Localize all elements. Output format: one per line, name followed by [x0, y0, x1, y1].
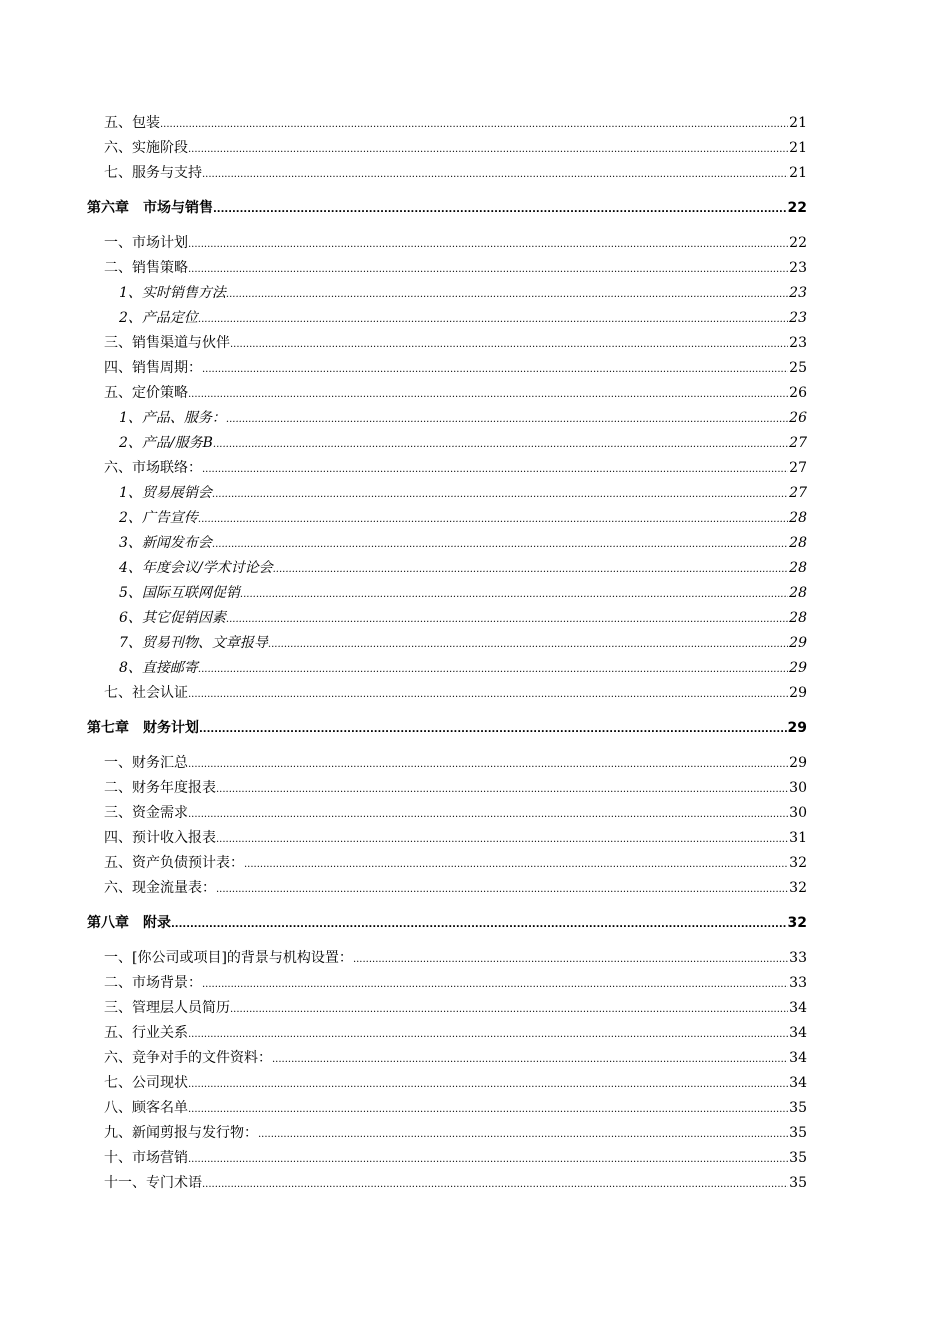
- toc-entry[interactable]: [87, 777, 807, 802]
- toc-entry-page-number: 28: [789, 610, 807, 626]
- dot-leader: [230, 339, 788, 350]
- toc-entry[interactable]: [87, 802, 807, 827]
- toc-entry-title: 七、社会认证: [104, 685, 188, 701]
- toc-entry-title: 三、资金需求: [104, 805, 188, 821]
- dot-leader: [216, 834, 788, 845]
- dot-leader: [273, 564, 789, 575]
- toc-entry[interactable]: [87, 752, 807, 777]
- toc-entry-title: 十、市场营销: [104, 1150, 188, 1166]
- toc-entry-title: 八、顾客名单: [104, 1100, 188, 1116]
- toc-entry-page-number: 33: [789, 975, 807, 991]
- toc-entry-title: 五、行业关系: [104, 1025, 188, 1041]
- dot-leader: [188, 1154, 788, 1165]
- toc-entry[interactable]: [87, 457, 807, 482]
- toc-entry[interactable]: [87, 137, 807, 162]
- toc-entry-title: 九、新闻剪报与发行物：: [104, 1125, 258, 1141]
- dot-leader: [268, 639, 788, 650]
- toc-entry-page-number: 29: [787, 720, 807, 736]
- toc-entry-page-number: 27: [789, 435, 807, 451]
- toc-entry[interactable]: [87, 432, 807, 457]
- toc-entry-page-number: 23: [789, 285, 807, 301]
- toc-entry-title: 7、贸易刊物、文章报导: [119, 635, 268, 651]
- dot-leader: [188, 144, 788, 155]
- toc-entry-title: 1、贸易展销会: [119, 485, 212, 501]
- toc-entry[interactable]: [87, 507, 807, 532]
- toc-entry-title: 七、公司现状: [104, 1075, 188, 1091]
- toc-entry-title: 十一、专门术语: [104, 1175, 202, 1191]
- dot-leader: [160, 119, 788, 130]
- toc-entry-title: 5、国际互联网促销: [119, 585, 240, 601]
- dot-leader: [171, 919, 787, 930]
- toc-entry[interactable]: [87, 972, 807, 997]
- toc-entry-title: 二、市场背景：: [104, 975, 202, 991]
- toc-entry-page-number: 30: [789, 780, 807, 796]
- toc-entry-page-number: 35: [789, 1125, 807, 1141]
- toc-entry[interactable]: [87, 1097, 807, 1122]
- toc-chapter-entry[interactable]: [87, 717, 807, 742]
- toc-entry-page-number: 26: [789, 385, 807, 401]
- toc-entry[interactable]: [87, 482, 807, 507]
- dot-leader: [244, 859, 788, 870]
- toc-entry-title: 二、销售策略: [104, 260, 188, 276]
- toc-entry-title: 一、[你公司或项目]的背景与机构设置：: [104, 950, 353, 966]
- toc-entry-page-number: 27: [789, 460, 807, 476]
- dot-leader: [212, 489, 788, 500]
- toc-entry[interactable]: [87, 257, 807, 282]
- toc-entry-page-number: 33: [789, 950, 807, 966]
- dot-leader: [226, 414, 788, 425]
- dot-leader: [202, 979, 788, 990]
- dot-leader: [188, 1029, 788, 1040]
- toc-entry-page-number: 29: [789, 635, 807, 651]
- toc-entry-page-number: 21: [789, 115, 807, 131]
- toc-entry[interactable]: [87, 407, 807, 432]
- toc-entry-page-number: 21: [789, 165, 807, 181]
- toc-entry-page-number: 32: [789, 880, 807, 896]
- dot-leader: [216, 784, 788, 795]
- toc-entry-page-number: 30: [789, 805, 807, 821]
- dot-leader: [202, 364, 788, 375]
- dot-leader: [212, 539, 788, 550]
- toc-entry-page-number: 34: [789, 1075, 807, 1091]
- dot-leader: [226, 289, 788, 300]
- toc-entry[interactable]: [87, 877, 807, 902]
- dot-leader: [188, 1079, 788, 1090]
- toc-entry-title: 六、竞争对手的文件资料：: [104, 1050, 272, 1066]
- toc-entry[interactable]: [87, 852, 807, 877]
- dot-leader: [202, 169, 788, 180]
- toc-entry-page-number: 22: [789, 235, 807, 251]
- toc-entry-page-number: 26: [789, 410, 807, 426]
- toc-chapter-entry[interactable]: [87, 197, 807, 222]
- toc-entry[interactable]: [87, 282, 807, 307]
- toc-entry-title: 1、实时销售方法: [119, 285, 226, 301]
- dot-leader: [188, 759, 788, 770]
- toc-entry[interactable]: [87, 307, 807, 332]
- toc-entry-page-number: 32: [789, 855, 807, 871]
- toc-entry[interactable]: [87, 332, 807, 357]
- toc-entry[interactable]: [87, 382, 807, 407]
- toc-entry[interactable]: [87, 532, 807, 557]
- toc-entry-page-number: 23: [789, 260, 807, 276]
- dot-leader: [240, 589, 788, 600]
- toc-entry-title: 四、预计收入报表: [104, 830, 216, 846]
- toc-entry[interactable]: [87, 357, 807, 382]
- toc-entry-title: 四、销售周期：: [104, 360, 202, 376]
- toc-entry[interactable]: [87, 162, 807, 187]
- toc-entry-page-number: 29: [789, 660, 807, 676]
- toc-entry-page-number: 21: [789, 140, 807, 156]
- toc-entry-page-number: 35: [789, 1100, 807, 1116]
- dot-leader: [198, 514, 788, 525]
- toc-entry[interactable]: [87, 997, 807, 1022]
- toc-entry-title: 第八章 附录: [87, 915, 171, 931]
- toc-entry[interactable]: [87, 1072, 807, 1097]
- toc-entry-title: 一、财务汇总: [104, 755, 188, 771]
- toc-entry-title: 六、现金流量表：: [104, 880, 216, 896]
- toc-entry-title: 4、年度会议/学术讨论会: [119, 560, 273, 576]
- toc-entry-title: 二、财务年度报表: [104, 780, 216, 796]
- dot-leader: [199, 724, 787, 735]
- toc-entry-page-number: 29: [789, 685, 807, 701]
- toc-entry[interactable]: [87, 232, 807, 257]
- dot-leader: [188, 809, 788, 820]
- toc-entry[interactable]: [87, 1047, 807, 1072]
- dot-leader: [213, 204, 787, 215]
- dot-leader: [188, 389, 788, 400]
- toc-entry-page-number: 35: [789, 1150, 807, 1166]
- toc-entry-page-number: 29: [789, 755, 807, 771]
- toc-entry-title: 8、直接邮寄: [119, 660, 198, 676]
- dot-leader: [230, 1004, 788, 1015]
- toc-entry-page-number: 32: [787, 915, 807, 931]
- toc-entry[interactable]: [87, 827, 807, 852]
- toc-entry[interactable]: [87, 657, 807, 682]
- toc-entry-page-number: 35: [789, 1175, 807, 1191]
- dot-leader: [272, 1054, 788, 1065]
- toc-entry-page-number: 31: [789, 830, 807, 846]
- toc-entry-title: 六、实施阶段: [104, 140, 188, 156]
- toc-entry[interactable]: [87, 682, 807, 707]
- toc-entry-title: 第六章 市场与销售: [87, 200, 213, 216]
- toc-entry-page-number: 34: [789, 1000, 807, 1016]
- table-of-contents: [87, 112, 807, 1197]
- toc-entry-page-number: 27: [789, 485, 807, 501]
- dot-leader: [188, 1104, 788, 1115]
- toc-entry-title: 2、广告宣传: [119, 510, 198, 526]
- toc-entry-title: 1、产品、服务：: [119, 410, 226, 426]
- toc-entry-page-number: 22: [787, 200, 807, 216]
- toc-entry[interactable]: [87, 582, 807, 607]
- toc-entry-page-number: 28: [789, 510, 807, 526]
- toc-entry[interactable]: [87, 607, 807, 632]
- toc-entry-title: 五、资产负债预计表：: [104, 855, 244, 871]
- toc-entry-page-number: 23: [789, 310, 807, 326]
- dot-leader: [188, 264, 788, 275]
- toc-entry-title: 一、市场计划: [104, 235, 188, 251]
- dot-leader: [216, 884, 788, 895]
- toc-entry-title: 三、管理层人员简历: [104, 1000, 230, 1016]
- toc-entry[interactable]: [87, 1172, 807, 1197]
- toc-entry[interactable]: [87, 1122, 807, 1147]
- toc-entry[interactable]: [87, 632, 807, 657]
- dot-leader: [202, 464, 788, 475]
- toc-entry-page-number: 25: [789, 360, 807, 376]
- toc-entry-title: 第七章 财务计划: [87, 720, 199, 736]
- toc-entry-page-number: 34: [789, 1050, 807, 1066]
- toc-entry-title: 2、产品定位: [119, 310, 198, 326]
- dot-leader: [202, 1179, 788, 1190]
- toc-entry-title: 三、销售渠道与伙伴: [104, 335, 230, 351]
- toc-entry-page-number: 23: [789, 335, 807, 351]
- dot-leader: [258, 1129, 788, 1140]
- dot-leader: [353, 954, 788, 965]
- toc-entry[interactable]: [87, 112, 807, 137]
- toc-entry[interactable]: [87, 557, 807, 582]
- toc-entry-page-number: 28: [789, 585, 807, 601]
- dot-leader: [198, 314, 788, 325]
- dot-leader: [226, 614, 788, 625]
- dot-leader: [213, 439, 788, 450]
- toc-entry-page-number: 28: [789, 535, 807, 551]
- toc-chapter-entry[interactable]: [87, 912, 807, 937]
- dot-leader: [198, 664, 788, 675]
- dot-leader: [188, 239, 788, 250]
- toc-entry[interactable]: [87, 1147, 807, 1172]
- toc-entry-page-number: 34: [789, 1025, 807, 1041]
- toc-entry[interactable]: [87, 947, 807, 972]
- dot-leader: [188, 689, 788, 700]
- toc-entry[interactable]: [87, 1022, 807, 1047]
- toc-entry-title: 6、其它促销因素: [119, 610, 226, 626]
- toc-entry-title: 3、新闻发布会: [119, 535, 212, 551]
- toc-entry-title: 五、定价策略: [104, 385, 188, 401]
- toc-entry-title: 五、包装: [104, 115, 160, 131]
- toc-entry-title: 七、服务与支持: [104, 165, 202, 181]
- toc-entry-page-number: 28: [789, 560, 807, 576]
- toc-entry-title: 2、产品/服务B: [119, 435, 213, 451]
- toc-entry-title: 六、市场联络：: [104, 460, 202, 476]
